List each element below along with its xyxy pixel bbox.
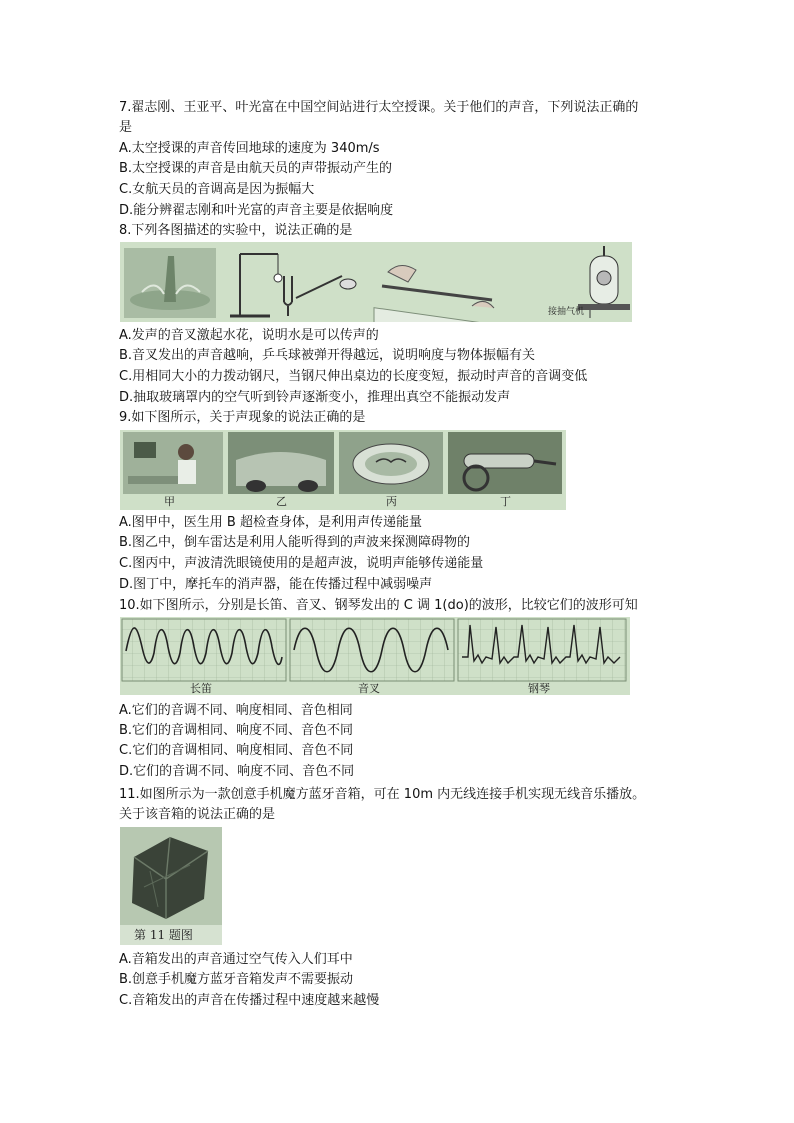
q7-stem-line2: 是 xyxy=(119,120,133,135)
q7-stem-line1: 7.翟志刚、王亚平、叶光富在中国空间站进行太空授课。关于他们的声音，下列说法正确的 xyxy=(119,100,639,115)
q7-option-c: C.女航天员的音调高是因为振幅大 xyxy=(119,182,315,197)
q10-option-a: A.它们的音调不同、响度相同、音色相同 xyxy=(119,703,353,718)
q8-option-a: A.发声的音叉激起水花，说明水是可以传声的 xyxy=(119,328,379,343)
q9-option-a: A.图甲中，医生用 B 超检查身体，是利用声传递能量 xyxy=(119,515,422,530)
q8-option-b: B.音叉发出的声音越响，乒乓球被弹开得越远，说明响度与物体振幅有关 xyxy=(119,348,536,363)
q9-stem: 9.如下图所示，关于声现象的说法正确的是 xyxy=(119,410,366,425)
q7-option-b: B.太空授课的声音是由航天员的声带振动产生的 xyxy=(119,161,393,176)
q9-option-d: D.图丁中，摩托车的消声器，能在传播过程中减弱噪声 xyxy=(119,577,433,592)
q11-option-a: A.音箱发出的声音通过空气传入人们耳中 xyxy=(119,952,353,967)
q10-caption-piano: 钢琴 xyxy=(528,682,550,695)
q10-option-b: B.它们的音调相同、响度不同、音色不同 xyxy=(119,723,354,738)
q10-caption-flute: 长笛 xyxy=(190,682,212,695)
q10-option-c: C.它们的音调相同、响度相同、音色不同 xyxy=(119,743,354,758)
q9-caption-ding: 丁 xyxy=(500,495,511,508)
q11-stem-line2: 关于该音箱的说法正确的是 xyxy=(119,807,276,822)
q9-caption-jia: 甲 xyxy=(164,495,175,508)
q10-caption-tuning-fork: 音叉 xyxy=(358,682,380,695)
q8-figure-experiments xyxy=(120,242,632,322)
q9-figure-sound-phenomena xyxy=(120,430,566,510)
q9-option-b: B.图乙中，倒车雷达是利用人能听得到的声波来探测障碍物的 xyxy=(119,535,471,550)
q11-figure-cube-speaker xyxy=(120,827,222,945)
q11-option-c: C.音箱发出的声音在传播过程中速度越来越慢 xyxy=(119,993,380,1008)
q10-figure-waveforms xyxy=(120,617,630,695)
q10-option-d: D.它们的音调不同、响度不同、音色不同 xyxy=(119,764,355,779)
q8-stem: 8.下列各图描述的实验中，说法正确的是 xyxy=(119,223,353,238)
q9-option-c: C.图丙中，声波清洗眼镜使用的是超声波，说明声能够传递能量 xyxy=(119,556,484,571)
q7-option-a: A.太空授课的声音传回地球的速度为 340m/s xyxy=(119,141,380,156)
q11-stem-line1: 11.如图所示为一款创意手机魔方蓝牙音箱，可在 10m 内无线连接手机实现无线音乐播放。 xyxy=(119,787,646,802)
q8-figure-label: 接抽气机 xyxy=(548,307,585,317)
q11-option-b: B.创意手机魔方蓝牙音箱发声不需要振动 xyxy=(119,972,354,987)
q8-option-d: D.抽取玻璃罩内的空气听到铃声逐渐变小，推理出真空不能振动发声 xyxy=(119,390,511,405)
q9-caption-bing: 丙 xyxy=(386,495,397,508)
q9-caption-yi: 乙 xyxy=(276,495,287,508)
q8-option-c: C.用相同大小的力拨动钢尺，当钢尺伸出桌边的长度变短，振动时声音的音调变低 xyxy=(119,369,588,384)
q7-option-d: D.能分辨翟志刚和叶光富的声音主要是依据响度 xyxy=(119,203,394,218)
q11-figure-caption: 第 11 题图 xyxy=(134,928,193,942)
q10-stem: 10.如下图所示，分别是长笛、音叉、钢琴发出的 C 调 1(do)的波形，比较它们的波形可知 xyxy=(119,598,638,613)
